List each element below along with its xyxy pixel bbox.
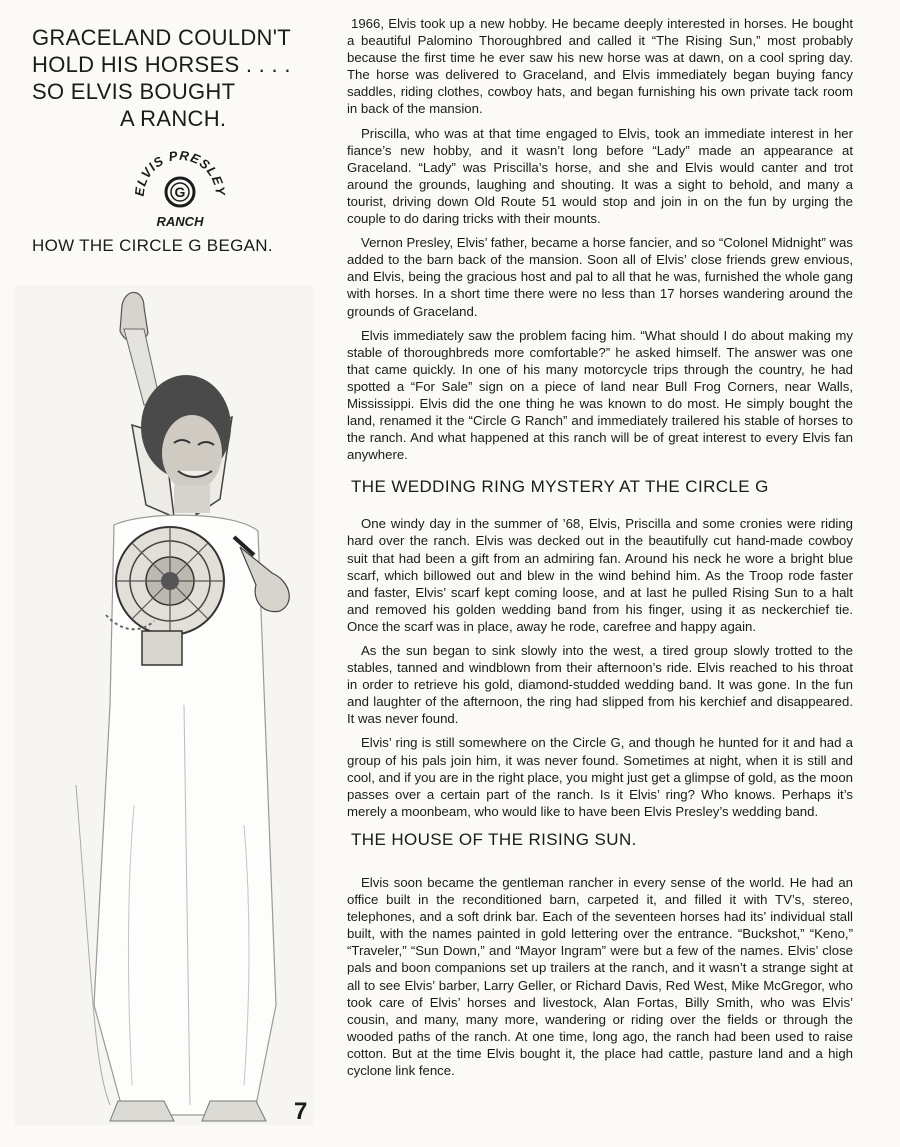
elvis-presley-ranch-logo [120,134,240,234]
intro-paragraph: Vernon Presley, Elvis’ father, became a horse fancier, and so “Colonel Midnight” was added to the barn back of the mansion. Soon all of Elvis’ close friends grew envious, and Elvis, being the gracious host and pal to all that he was, furnished the whole gang with horses. In a short time there were no less than 17 horses wandering around the grounds of Graceland. [347,235,853,319]
section-heading-rising-sun: THE HOUSE OF THE RISING SUN. [351,829,637,849]
section-paragraph: One windy day in the summer of ’68, Elvis, Priscilla and some cronies were riding hard over the ranch. Elvis was decked out in the beautifully cut hand-made cowboy suit that had been a gift from an admiring fan. Around his neck he wore a bright blue scarf, which billowed out and blew in the wind behind him. As the Troop rode faster and faster, Elvis’ scarf kept coming loose, and at last he pulled Rising Sun to a halt and removed his golden wedding band from his finger, using it as neckerchief tie. Once the scarf was in place, away he rode, carefree and happy again. [347,516,853,634]
section-paragraph: Elvis soon became the gentleman rancher in every sense of the world. He had an office built in the reconditioned barn, carpeted it, and filled it with TV’s, stereo, telephones, and a soft drink bar. Each of the seventeen horses had its’ individual stall built, with the names painted in gold lettering over the entrance. “Buckshot,” “Keno,” “Traveler,” “Sun Down,” and “Mayor Ingram” were but a few of the names. Elvis’ close pals and boon companions set up trailers at the ranch, and it wasn’t a strange sight at all to see Elvis’ barber, Larry Geller, or Richard Davis, Red West, Mike McGregor, who took care of Elvis’ horses and livestock, Alan Fortas, Billy Smith, who was Elvis’ cousin, and many, many more, wandering or riding over the fields or through the wooded paths of the ranch. At one time, long ago, the ranch had been used to raise cotton. But at the time Elvis bought it, the place had cattle, pasture land and a high cyclone link fence. [347,874,853,1078]
elvis-photo [14,285,314,1125]
headline-line-2: HOLD HIS HORSES . . . . [32,52,291,77]
headline [32,24,322,132]
logo-top-text: ELVIS PRESLEY [131,147,229,198]
intro-paragraph: Elvis immediately saw the problem facing him. “What should I do about making my stable of thoroughbreds more comfortable?” he asked himself. The answer was one that came quickly. In one of his many motorcycle trips through the country, he had spotted a “For Sale” sign on a piece of land near Bull Frog Corners, near Walls, Mississippi. Elvis did the one thing he was known to do most. He simply bought the land, renamed it the “Circle G Ranch” and immediately trailered his stable of horses to the ranch. And what happened at this ranch will be of great interest to every Elvis fan anywhere. [347,327,853,463]
intro-paragraph: 1966, Elvis took up a new hobby. He became deeply interested in horses. He bought a beautiful Palomino Thoroughbred and called it “The Rising Sun,” most probably because the first time he ever saw his new horse was at dawn, on a cool spring day. The horse was delivered to Graceland, and Elvis immediately began buying fancy saddles, riding clothes, cowboy hats, and began furnishing his own private tack room in back of the mansion. [347,16,853,117]
logo-letter: G [174,184,186,200]
intro-paragraph: Priscilla, who was at that time engaged to Elvis, took an immediate interest in her fiance’s new hobby, and it wasn’t long before “Lady” made an appearance at Graceland. “Lady” was Priscilla’s horse, and she and Elvis would canter and trot around the grounds, laughing and shouting. It was a sight to behold, and many a tourist, driving down Old Route 51 would stop and join in on the fun by urging the couple to do daring tricks with their mounts. [347,125,853,227]
page-number: 7 [294,1098,308,1125]
section-paragraph: Elvis’ ring is still somewhere on the Circle G, and though he hunted for it and had a group of his pals join him, it was never found. Sometimes at night, when it is still and cool, and if you are in the right place, you might just get a glimpse of gold, as the moon passes over a certain part of the ranch. Is it Elvis’ ring? Who knows. Perhaps it’s merely a moonbeam, who would like to have been Elvis Presley’s wedding band. [347,735,853,819]
subhead: HOW THE CIRCLE G BEGAN. [32,236,273,255]
section-heading-wedding-ring: THE WEDDING RING MYSTERY AT THE CIRCLE G [351,477,769,497]
left-column [0,0,330,1147]
section-paragraph: As the sun began to sink slowly into the west, a tired group slowly trotted to the stables, tanned and windblown from their afternoon’s ride. Elvis reached to his throat in order to retrieve his gold, diamond-studded wedding band. It was gone. In the fun and laughter of the afternoon, the ring had slipped from his kerchief and disappeared. It was never found. [347,643,853,727]
logo-bottom-text: RANCH [156,214,204,229]
headline-line-3: SO ELVIS BOUGHT [32,79,236,104]
headline-line-4: A RANCH. [120,106,227,131]
headline-line-1: GRACELAND COULDN'T [32,25,291,50]
article-body [347,15,853,1086]
